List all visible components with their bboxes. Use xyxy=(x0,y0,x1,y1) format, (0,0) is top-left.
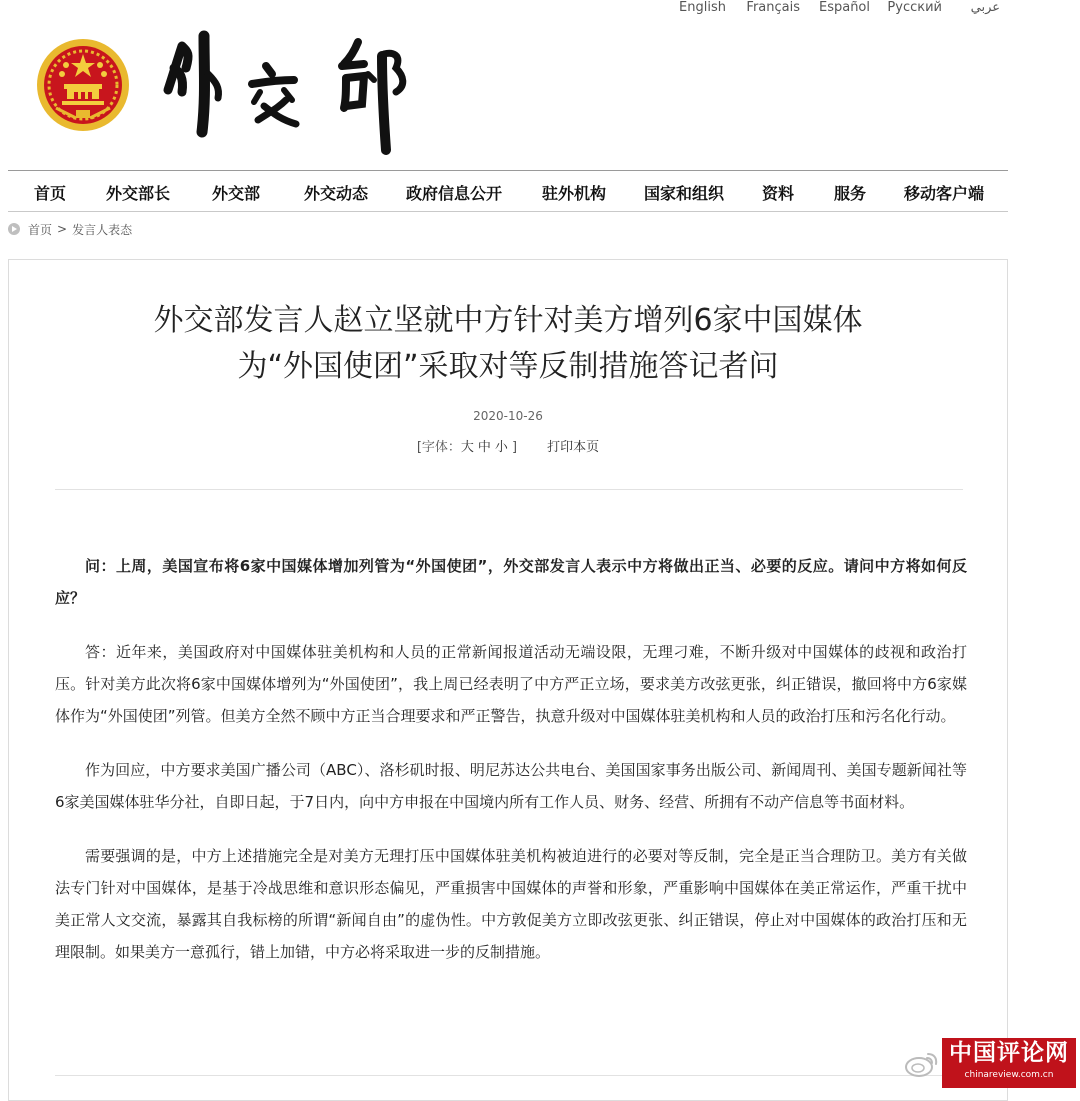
article-title-line2: 为“外国使团”采取对等反制措施答记者问 xyxy=(237,349,779,384)
weibo-icon xyxy=(904,1050,938,1078)
nav-item-activities[interactable]: 外交动态 xyxy=(304,184,369,203)
nav-item-gov-info[interactable]: 政府信息公开 xyxy=(406,184,503,203)
chinareview-logo xyxy=(942,1038,1076,1088)
main-nav xyxy=(8,171,1008,212)
article-divider-top xyxy=(55,489,963,490)
national-emblem-icon[interactable] xyxy=(36,38,130,132)
answer-paragraph: 答：近年来，美国政府对中国媒体驻美机构和人员的正常新闻报道活动无端设限，无理刁难，不断升级对中国媒体的歧视和政治打压。针对美方此次将6家中国媒体增列为“外国使团”，我上周已经表明了中方严正立场，要求美方改弦更张，纠正错误，撤回将中方6家媒体作为“外国使团”列管。但美方全然不顾中方正当合理要求和严正警告，执意升级对中国媒体驻美机构和人员的政治打压和污名化行动。 xyxy=(55,643,967,725)
font-size-close: ] xyxy=(511,440,518,455)
nav-item-services[interactable]: 服务 xyxy=(834,184,867,203)
site-logo-calligraphy[interactable] xyxy=(160,28,430,156)
nav-item-minister[interactable]: 外交部长 xyxy=(106,184,171,203)
nav-item-ministry[interactable]: 外交部 xyxy=(212,184,261,203)
nav-item-resources[interactable]: 资料 xyxy=(762,184,795,203)
article-title xyxy=(9,298,1007,390)
font-size-small[interactable]: 小 xyxy=(494,440,508,455)
article-tools xyxy=(9,436,1007,455)
chinareview-url: chinareview.com.cn xyxy=(964,1070,1054,1080)
article-divider-bottom xyxy=(55,1075,963,1076)
breadcrumb-home-link[interactable]: 首页 xyxy=(28,222,53,237)
article-date: 2020-10-26 xyxy=(473,409,543,423)
nav-item-missions[interactable]: 驻外机构 xyxy=(542,184,607,203)
breadcrumb-separator: > xyxy=(57,222,68,236)
font-size-label: [字体： xyxy=(416,440,461,455)
breadcrumb-current-link[interactable]: 发言人表态 xyxy=(72,222,133,237)
body-paragraph: 需要强调的是，中方上述措施完全是对美方无理打压中国媒体驻美机构被迫进行的必要对等反制，完全是正当合理防卫。美方有关做法专门针对中国媒体，是基于冷战思维和意识形态偏见，严重损害中国媒体的声誉和形象，严重影响中国媒体在美正常运作，严重干扰中美正常人文交流，暴露其自我标榜的所谓“新闻自由”的虚伪性。中方敦促美方立即改弦更张、纠正错误，停止对中国媒体的政治打压和无理限制。如果美方一意孤行，错上加错，中方必将采取进一步的反制措施。 xyxy=(55,847,967,961)
lang-spanish[interactable]: Español xyxy=(818,0,870,15)
nav-item-home[interactable]: 首页 xyxy=(34,184,67,203)
lang-arabic[interactable]: عربي xyxy=(970,0,1000,15)
font-size-medium[interactable]: 中 xyxy=(477,440,491,455)
lang-russian[interactable]: Русский xyxy=(887,0,942,15)
article-container xyxy=(8,259,1008,1101)
chinareview-watermark xyxy=(904,1038,1076,1088)
nav-item-mobile[interactable]: 移动客户端 xyxy=(904,184,985,203)
body-paragraph: 作为回应，中方要求美国广播公司（ABC）、洛杉矶时报、明尼苏达公共电台、美国国家事务出版公司、新闻周刊、美国专题新闻社等6家美国媒体驻华分社，自即日起，于7日内，向中方申报在中国境内所有工作人员、财务、经营、所拥有不动产信息等书面材料。 xyxy=(55,761,967,811)
article-body xyxy=(55,550,967,990)
lang-english[interactable]: English xyxy=(679,0,726,15)
print-page-link[interactable]: 打印本页 xyxy=(547,440,600,455)
breadcrumb xyxy=(8,221,132,237)
nav-item-countries[interactable]: 国家和组织 xyxy=(644,184,725,203)
breadcrumb-arrow-icon xyxy=(8,223,20,235)
chinareview-name: 中国评论网 xyxy=(949,1040,1069,1066)
article-title-line1: 外交部发言人赵立坚就中方针对美方增列6家中国媒体 xyxy=(153,303,863,338)
font-size-large[interactable]: 大 xyxy=(460,440,474,455)
lang-french[interactable]: Français xyxy=(746,0,800,15)
question-paragraph: 问：上周，美国宣布将6家中国媒体增加列管为“外国使团”，外交部发言人表示中方将做出正当、必要的反应。请问中方将如何反应？ xyxy=(55,557,967,607)
